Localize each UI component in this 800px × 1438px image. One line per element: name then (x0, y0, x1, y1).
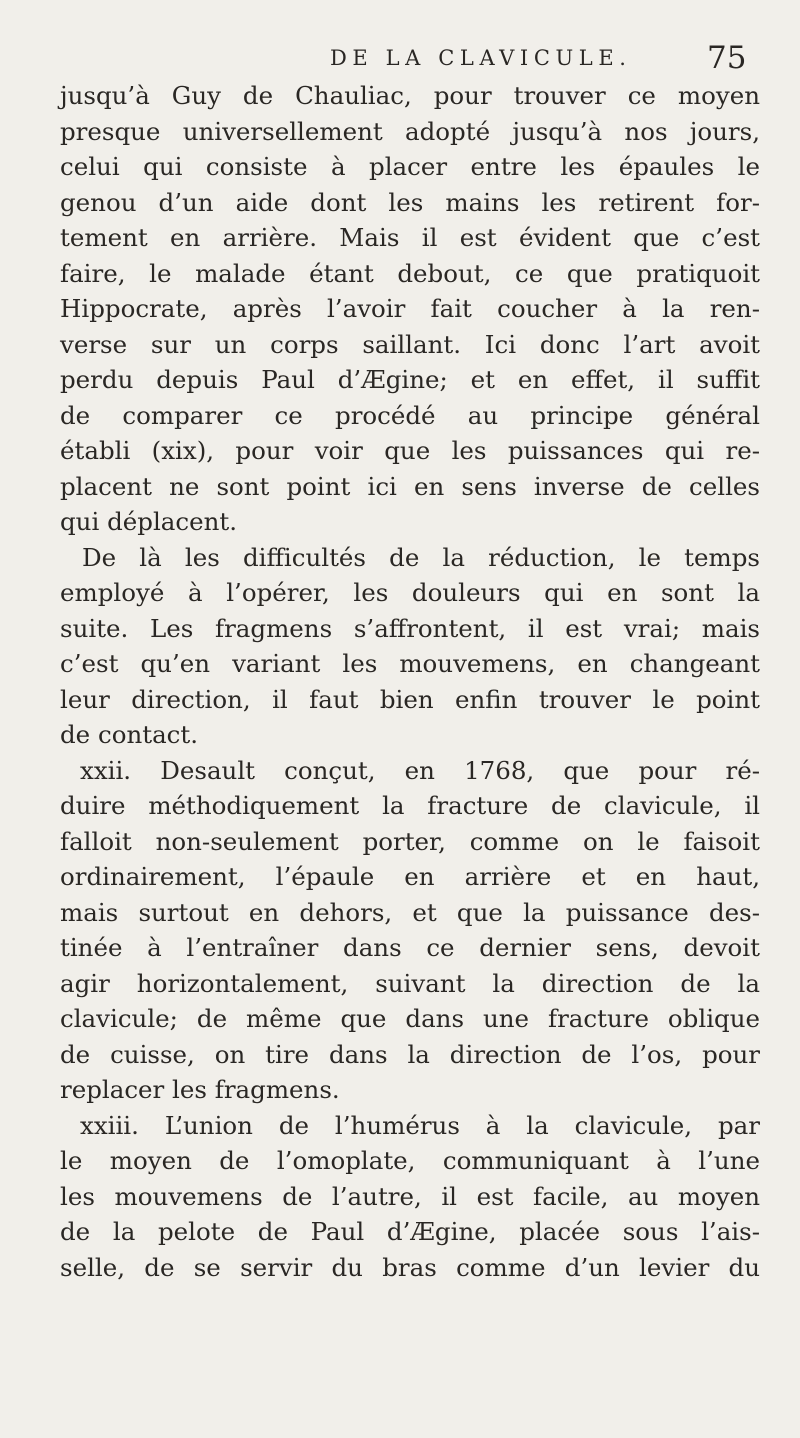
text-line: les mouvemens de l’autre, il est facile, au moyen (60, 1181, 760, 1211)
text-line: de comparer ce procédé au principe général (60, 400, 760, 430)
text-line: presque universellement adopté jusqu’à nos jours, (60, 116, 760, 146)
text-line: employé à l’opérer, les douleurs qui en sont la (60, 578, 760, 607)
text-line: perdu depuis Paul d’Ægine; et en effet, il suffit (60, 365, 760, 394)
text-line: selle, de se servir du bras comme d’un levier du (60, 1252, 760, 1282)
text-line: Hippocrate, après l’avoir fait coucher à la ren- (60, 294, 760, 323)
text-line: de contact. (60, 720, 199, 749)
text-line: verse sur un corps saillant. Ici donc l’art avoit (60, 329, 760, 359)
text-line: agir horizontalement, suivant la direction de la (60, 968, 760, 998)
text-line: De là les difficultés de la réduction, le temps (82, 542, 760, 572)
text-line: de la pelote de Paul d’Ægine, placée sous l’ais- (60, 1217, 760, 1246)
text-line: celui qui consiste à placer entre les épaules le (60, 152, 760, 181)
text-line: tement en arrière. Mais il est évident que c’est (60, 223, 760, 252)
text-line: clavicule; de même que dans une fracture oblique (60, 1004, 760, 1033)
text-line: de cuisse, on tire dans la direction de l’os, pour (60, 1039, 760, 1069)
text-line: leur direction, il faut bien enfin trouver le point (60, 684, 760, 714)
text-line: c’est qu’en variant les mouvemens, en changeant (60, 649, 760, 678)
text-line: suite. Les fragmens s’affrontent, il est vrai; mais (60, 613, 760, 643)
page-number: 75 (707, 40, 747, 76)
text-line: mais surtout en dehors, et que la puissance des- (60, 897, 760, 927)
text-line: le moyen de l’omoplate, communiquant à l’une (60, 1146, 760, 1175)
running-head-title: DE LA CLAVICULE. (330, 46, 632, 70)
text-line: duire méthodiquement la fracture de clavicule, il (60, 791, 760, 820)
text-line: replacer les fragmens. (60, 1075, 340, 1104)
text-line: xxiii. L’union de l’humérus à la clavicule, par (80, 1110, 760, 1140)
text-line: falloit non-seulement porter, comme on le faisoit (60, 826, 760, 856)
text-line: ordinairement, l’épaule en arrière et en haut, (60, 862, 760, 891)
text-line: établi (xix), pour voir que les puissances qui re- (60, 436, 760, 465)
text-line: xxii. Desault conçut, en 1768, que pour ré- (80, 755, 760, 785)
body-text (60, 78, 760, 1285)
text-line: tinée à l’entraîner dans ce dernier sens, devoit (60, 933, 760, 962)
text-line: faire, le malade étant debout, ce que pratiquoit (60, 258, 760, 288)
text-line: qui déplacent. (60, 507, 238, 536)
text-line: genou d’un aide dont les mains les retirent for- (60, 187, 760, 217)
text-line: placent ne sont point ici en sens inverse de celles (60, 471, 760, 501)
text-line: jusqu’à Guy de Chauliac, pour trouver ce moyen (60, 81, 760, 110)
